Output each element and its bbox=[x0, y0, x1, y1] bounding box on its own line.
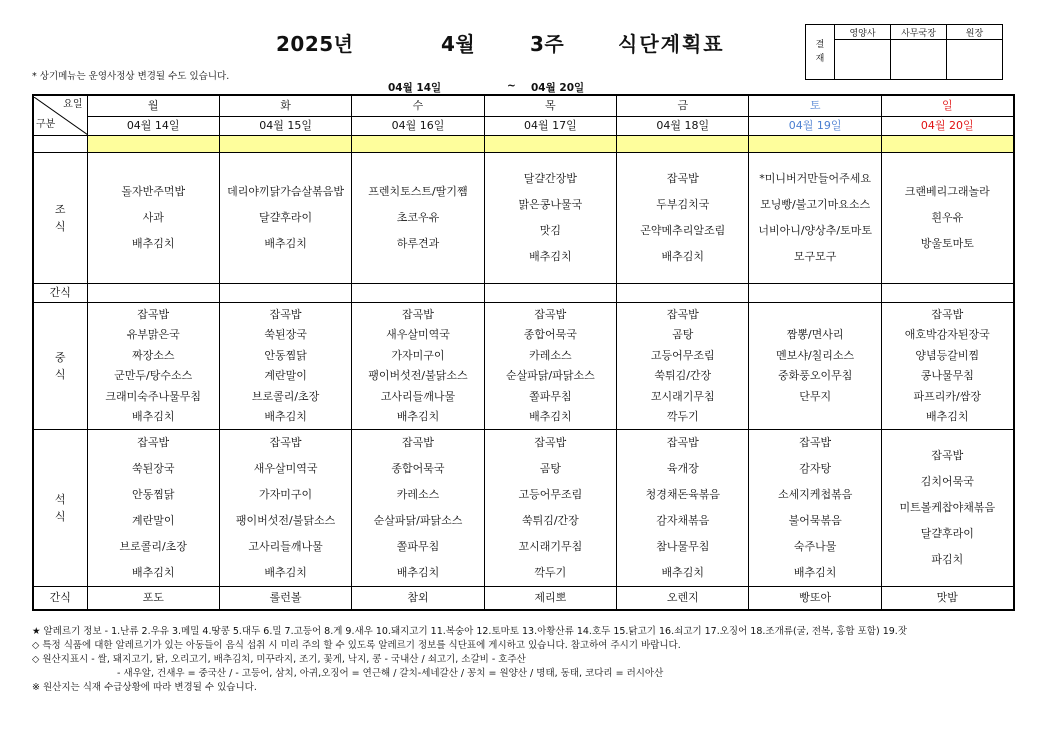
menu-item: 양념등갈비찜 bbox=[915, 348, 980, 362]
approval-sign-secretary bbox=[891, 40, 947, 80]
menu-item: 짜장소스 bbox=[131, 348, 175, 362]
highlight-blank bbox=[33, 136, 87, 153]
menu-item: 달걀후라이 bbox=[920, 527, 974, 540]
dinner-label: 석 식 bbox=[33, 430, 87, 587]
origin-info-continued: - 새우알, 건새우 = 중국산 / - 고등어, 삼치, 아귀,오징어 = 연근해 / 갈치-세네갈산 / 꽁치 = 원양산 / 명태, 동태, 코다리 = 러시아산 bbox=[117, 668, 664, 679]
menu-item: 잡곡밥 bbox=[402, 307, 434, 321]
day-sun: 일 bbox=[881, 95, 1013, 117]
menu-item: 가자미구이 bbox=[259, 488, 313, 501]
allergy-info: ★ 알레르기 정보 - 1.난류 2.우유 3.메밀 4.땅콩 5.대두 6.밀 7.고등어 8.게 9.새우 10.돼지고기 11.복숭아 12.토마토 13.아황산류 14.호두 15.닭고기 16.쇠고기 17.오징어 18.조개류(굴, 전복, 홍합 포함) 19.잣 bbox=[32, 626, 907, 637]
menu-item: 카레소스 bbox=[396, 488, 440, 501]
menu-item: 쫄파무침 bbox=[396, 540, 440, 553]
snack-cell bbox=[219, 284, 351, 303]
menu-item: 단무지 bbox=[799, 389, 832, 403]
month-title: 4월 bbox=[441, 32, 476, 56]
menu-item: 쑥된장국 bbox=[131, 462, 175, 475]
menu-item: 새우살미역국 bbox=[386, 328, 450, 341]
menu-item: 안동찜닭 bbox=[264, 348, 307, 362]
menu-item: 곤약메추리알조림 bbox=[640, 224, 726, 237]
menu-item: 잡곡밥 bbox=[666, 172, 699, 185]
menu-item: 순살파닭/파닭소스 bbox=[506, 369, 595, 382]
menu-item: 돌자반주먹밥 bbox=[121, 185, 186, 198]
menu-item: 종합어묵국 bbox=[523, 328, 577, 341]
range-start: 04월 14일 bbox=[388, 82, 442, 94]
approval-role-nutritionist: 영양사 bbox=[835, 25, 891, 40]
lunch-cell bbox=[352, 303, 484, 430]
date-row bbox=[33, 117, 1014, 136]
menu-item: 배추김치 bbox=[131, 237, 175, 250]
menu-item: 짬뽕/면사리 bbox=[786, 328, 844, 341]
lunch-row bbox=[33, 303, 1014, 430]
highlight-cell bbox=[87, 136, 219, 153]
lunch-label: 중 식 bbox=[33, 303, 87, 430]
date-sun: 04월 20일 bbox=[881, 117, 1013, 136]
menu-item: 잡곡밥 bbox=[666, 436, 699, 449]
date-mon: 04월 14일 bbox=[87, 117, 219, 136]
breakfast-cell bbox=[484, 153, 616, 284]
menu-item: 육개장 bbox=[666, 462, 699, 475]
menu-item: *미니버거만들어주세요 bbox=[759, 172, 872, 185]
menu-item: 배추김치 bbox=[529, 410, 572, 423]
menu-item: 계란말이 bbox=[264, 369, 307, 382]
evening-snack-sun: 맛밤 bbox=[881, 587, 1013, 611]
dinner-cell bbox=[617, 430, 749, 587]
menu-item: 김치어묵국 bbox=[920, 475, 974, 488]
date-tue: 04월 15일 bbox=[219, 117, 351, 136]
dinner-cell bbox=[749, 430, 881, 587]
menu-item: 배추김치 bbox=[529, 250, 572, 263]
menu-item: 감자채볶음 bbox=[656, 514, 710, 527]
menu-item: 애호박감자된장국 bbox=[904, 328, 990, 341]
menu-item: 순살파닭/파닭소스 bbox=[373, 514, 463, 527]
menu-item: 쑥튀김/간장 bbox=[521, 514, 579, 527]
menu-item: 콩나물무침 bbox=[920, 369, 974, 382]
lunch-cell bbox=[617, 303, 749, 430]
menu-item: 사과 bbox=[142, 211, 164, 224]
highlight-cell bbox=[352, 136, 484, 153]
evening-snack-thu: 제리뽀 bbox=[484, 587, 616, 611]
snack-cell bbox=[749, 284, 881, 303]
menu-item: 멘보샤/칠리소스 bbox=[776, 348, 855, 362]
highlight-cell bbox=[219, 136, 351, 153]
lunch-cell bbox=[749, 303, 881, 430]
range-end: 04월 20일 bbox=[531, 82, 585, 94]
allergy-note: ◇ 특정 식품에 대한 알레르기가 있는 아동들이 음식 섭취 시 미리 주의 할 수 있도록 알레르기 정보를 식단표에 게시하고 있습니다. 참고하여 주시기 바랍니다. bbox=[32, 640, 681, 651]
dinner-cell bbox=[484, 430, 616, 587]
menu-item: 잡곡밥 bbox=[799, 436, 832, 449]
highlight-cell bbox=[617, 136, 749, 153]
footer-notes bbox=[32, 625, 1017, 695]
menu-item: 방울토마토 bbox=[920, 237, 974, 250]
evening-snack-label: 간식 bbox=[33, 587, 87, 611]
menu-item: 팽이버섯전/불닭소스 bbox=[368, 369, 468, 382]
menu-table bbox=[32, 94, 1015, 611]
menu-item: 배추김치 bbox=[661, 250, 705, 263]
menu-item: 종합어묵국 bbox=[391, 462, 445, 475]
menu-item: 참나물무침 bbox=[656, 540, 710, 553]
menu-item: 모구모구 bbox=[793, 250, 837, 263]
menu-item: 초코우유 bbox=[396, 211, 440, 224]
origin-info: ◇ 원산지표시 - 쌀, 돼지고기, 닭, 오리고기, 배추김치, 미꾸라지, 조기, 꽃게, 낙지, 콩 - 국내산 / 쇠고기, 소갈비 - 호주산 bbox=[32, 654, 526, 665]
day-fri: 금 bbox=[617, 95, 749, 117]
menu-item: 계란말이 bbox=[131, 514, 175, 527]
menu-item: 소세지케첩볶음 bbox=[777, 488, 853, 501]
menu-item: 브로콜리/초장 bbox=[119, 540, 187, 553]
morning-snack-row bbox=[33, 284, 1014, 303]
breakfast-cell bbox=[87, 153, 219, 284]
menu-item: 곰탕 bbox=[539, 462, 561, 475]
day-wed: 수 bbox=[352, 95, 484, 117]
week-title: 3주 bbox=[530, 32, 565, 56]
range-separator: ~ bbox=[507, 80, 516, 92]
menu-item: 배추김치 bbox=[131, 410, 175, 423]
menu-item: 쑥튀김/간장 bbox=[654, 369, 712, 382]
dinner-cell bbox=[87, 430, 219, 587]
day-thu: 목 bbox=[484, 95, 616, 117]
menu-item: 너비아니/양상추/토마토 bbox=[758, 224, 872, 237]
menu-item: 감자탕 bbox=[799, 462, 832, 475]
menu-item: 잡곡밥 bbox=[534, 307, 567, 321]
menu-item: 잡곡밥 bbox=[534, 436, 567, 449]
breakfast-label: 조 식 bbox=[33, 153, 87, 284]
morning-snack-label: 간식 bbox=[33, 284, 87, 303]
day-tue: 화 bbox=[219, 95, 351, 117]
snack-cell bbox=[617, 284, 749, 303]
approval-label: 결 재 bbox=[806, 25, 835, 80]
menu-item: 잡곡밥 bbox=[402, 436, 434, 449]
menu-item: 맛김 bbox=[539, 224, 561, 237]
evening-snack-tue: 롤런볼 bbox=[219, 587, 351, 611]
highlight-cell bbox=[749, 136, 881, 153]
menu-item: 두부김치국 bbox=[656, 198, 710, 211]
snack-cell bbox=[352, 284, 484, 303]
corner-category-label: 구분 bbox=[36, 118, 56, 130]
menu-item: 배추김치 bbox=[264, 237, 307, 250]
menu-item: 배추김치 bbox=[926, 410, 969, 423]
menu-item: 고등어무조림 bbox=[650, 348, 715, 362]
lunch-cell bbox=[219, 303, 351, 430]
menu-item: 배추김치 bbox=[396, 410, 440, 423]
approval-sign-director bbox=[947, 40, 1003, 80]
menu-item: 깍두기 bbox=[666, 410, 699, 423]
menu-item: 군만두/탕수소스 bbox=[114, 369, 193, 382]
day-sat: 토 bbox=[749, 95, 881, 117]
snack-cell bbox=[484, 284, 616, 303]
menu-item: 배추김치 bbox=[661, 566, 705, 579]
dinner-row bbox=[33, 430, 1014, 587]
menu-item: 달걀후라이 bbox=[259, 211, 313, 224]
date-thu: 04월 17일 bbox=[484, 117, 616, 136]
menu-item: 유부맑은국 bbox=[126, 328, 180, 341]
menu-item: 청경채돈육볶음 bbox=[645, 488, 720, 501]
menu-item: 잡곡밥 bbox=[269, 307, 302, 321]
evening-snack-row bbox=[33, 587, 1014, 611]
menu-item: 잡곡밥 bbox=[666, 307, 699, 321]
change-notice: * 상기메뉴는 운영사정상 변경될 수도 있습니다. bbox=[32, 71, 230, 82]
evening-snack-wed: 참외 bbox=[352, 587, 484, 611]
date-sat: 04월 19일 bbox=[749, 117, 881, 136]
origin-change-note: ※ 원산지는 식재 수급상황에 따라 변경될 수 있습니다. bbox=[32, 682, 257, 693]
evening-snack-fri: 오렌지 bbox=[617, 587, 749, 611]
menu-item: 데리야끼닭가슴살볶음밥 bbox=[227, 185, 345, 198]
breakfast-cell bbox=[219, 153, 351, 284]
date-wed: 04월 16일 bbox=[352, 117, 484, 136]
day-mon: 월 bbox=[87, 95, 219, 117]
approval-role-secretary: 사무국장 bbox=[891, 25, 947, 40]
breakfast-row bbox=[33, 153, 1014, 284]
menu-item: 가자미구이 bbox=[391, 348, 445, 362]
breakfast-cell bbox=[749, 153, 881, 284]
menu-item: 파프리카/쌈장 bbox=[913, 389, 982, 403]
menu-item: 미트볼케찹야채볶음 bbox=[899, 501, 996, 514]
dinner-cell bbox=[352, 430, 484, 587]
menu-item: 안동찜닭 bbox=[131, 488, 175, 501]
approval-role-director: 원장 bbox=[947, 25, 1003, 40]
menu-item: 꼬시래기무침 bbox=[650, 389, 715, 403]
menu-item: 잡곡밥 bbox=[931, 307, 964, 321]
menu-item: 달걀간장밥 bbox=[523, 172, 577, 185]
menu-item: 불어묵볶음 bbox=[788, 514, 842, 527]
date-fri: 04월 18일 bbox=[617, 117, 749, 136]
menu-item: 프렌치토스트/딸기쨈 bbox=[368, 185, 468, 198]
corner-cell bbox=[33, 95, 87, 136]
menu-item: 크랜베리그래놀라 bbox=[904, 185, 990, 198]
dinner-cell bbox=[219, 430, 351, 587]
menu-item: 카레소스 bbox=[529, 348, 572, 362]
evening-snack-sat: 빵또아 bbox=[749, 587, 881, 611]
menu-item: 꼬시래기무침 bbox=[518, 540, 583, 553]
menu-item: 팽이버섯전/불닭소스 bbox=[235, 514, 336, 527]
menu-item: 배추김치 bbox=[264, 410, 307, 423]
dinner-cell bbox=[881, 430, 1013, 587]
menu-item: 고사리들깨나물 bbox=[248, 540, 323, 553]
lunch-cell bbox=[87, 303, 219, 430]
menu-item: 잡곡밥 bbox=[931, 449, 964, 462]
menu-item: 파김치 bbox=[931, 553, 964, 566]
menu-item: 배추김치 bbox=[264, 566, 307, 579]
page-title: 식단계획표 bbox=[618, 32, 725, 56]
menu-item: 맑은콩나물국 bbox=[518, 198, 583, 211]
menu-item: 브로콜리/초장 bbox=[251, 389, 320, 403]
year-title: 2025년 bbox=[276, 32, 354, 56]
breakfast-cell bbox=[881, 153, 1013, 284]
highlight-cell bbox=[881, 136, 1013, 153]
highlight-row bbox=[33, 136, 1014, 153]
menu-item: 잡곡밥 bbox=[269, 436, 302, 449]
snack-cell bbox=[87, 284, 219, 303]
menu-item: 곰탕 bbox=[672, 328, 694, 341]
menu-item: 쫄파무침 bbox=[529, 389, 572, 403]
menu-item: 흰우유 bbox=[931, 211, 964, 224]
menu-item: 숙주나물 bbox=[793, 540, 837, 553]
menu-item: 배추김치 bbox=[131, 566, 175, 579]
menu-item: 새우살미역국 bbox=[253, 462, 318, 475]
menu-item: 하루견과 bbox=[396, 237, 440, 250]
lunch-cell bbox=[881, 303, 1013, 430]
menu-item: 크래미숙주나물무침 bbox=[105, 389, 202, 403]
approval-box bbox=[805, 24, 1003, 80]
highlight-cell bbox=[484, 136, 616, 153]
menu-item: 고사리들깨나물 bbox=[380, 389, 456, 403]
menu-item: 잡곡밥 bbox=[137, 307, 170, 321]
corner-day-label: 요일 bbox=[63, 98, 83, 110]
menu-item: 배추김치 bbox=[793, 566, 837, 579]
menu-item: 잡곡밥 bbox=[137, 436, 170, 449]
breakfast-cell bbox=[352, 153, 484, 284]
menu-item: 중화풍오이무침 bbox=[777, 369, 853, 382]
day-header-row bbox=[33, 95, 1014, 117]
lunch-cell bbox=[484, 303, 616, 430]
menu-item: 모닝빵/불고기마요소스 bbox=[760, 198, 871, 211]
menu-item: 깍두기 bbox=[534, 566, 567, 579]
menu-item: 쑥된장국 bbox=[264, 328, 307, 341]
menu-item: 고등어무조림 bbox=[518, 488, 583, 501]
menu-item: 배추김치 bbox=[396, 566, 440, 579]
breakfast-cell bbox=[617, 153, 749, 284]
snack-cell bbox=[881, 284, 1013, 303]
approval-sign-nutritionist bbox=[835, 40, 891, 80]
evening-snack-mon: 포도 bbox=[87, 587, 219, 611]
